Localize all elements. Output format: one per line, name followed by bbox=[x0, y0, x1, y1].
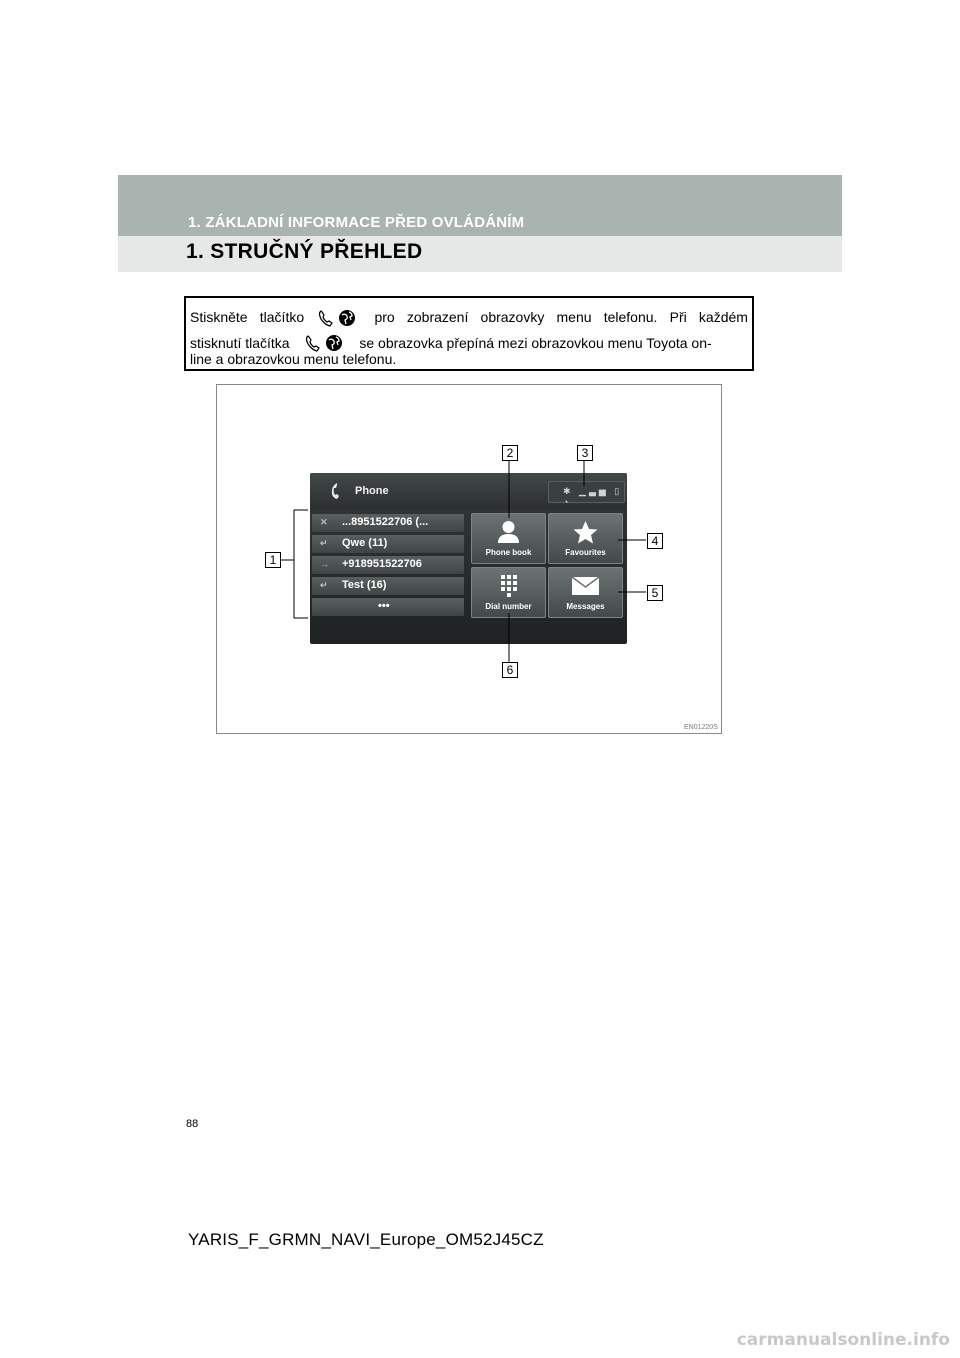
callout-4: 4 bbox=[647, 533, 663, 549]
intro-text: stisknutí tlačítka bbox=[190, 335, 290, 351]
intro-word: Při bbox=[669, 309, 687, 325]
person-icon bbox=[472, 519, 545, 545]
missed-call-icon: ✕ bbox=[320, 517, 328, 527]
dial-number-button[interactable] bbox=[471, 567, 546, 618]
phone-globe-icon bbox=[316, 308, 362, 328]
intro-word: zobrazení bbox=[406, 309, 469, 325]
callout-6: 6 bbox=[502, 662, 518, 678]
intro-word: pro bbox=[374, 309, 395, 325]
status-area bbox=[548, 481, 625, 507]
document-code: YARIS_F_GRMN_NAVI_Europe_OM52J45CZ bbox=[188, 1230, 544, 1249]
keypad-icon bbox=[472, 573, 545, 599]
watermark: carmanualsonline.info bbox=[736, 1330, 950, 1350]
callout-1: 1 bbox=[265, 552, 281, 568]
section-label: 1. ZÁKLADNÍ INFORMACE PŘED OVLÁDÁNÍM bbox=[188, 214, 525, 231]
recent-call-text: Qwe (11) bbox=[342, 537, 388, 549]
intro-line-3: line a obrazovkou menu telefonu. bbox=[190, 351, 397, 367]
intro-box bbox=[184, 296, 754, 371]
callout-3: 3 bbox=[577, 445, 593, 461]
messages-label: Messages bbox=[566, 602, 605, 611]
intro-word: Stiskněte bbox=[190, 309, 248, 325]
more-calls-button[interactable] bbox=[312, 598, 464, 616]
phone-book-button[interactable] bbox=[471, 513, 546, 564]
outgoing-call-icon: → bbox=[320, 559, 329, 569]
page-title: 1. STRUČNÝ PŘEHLED bbox=[186, 240, 423, 263]
phone-book-label: Phone book bbox=[485, 548, 532, 557]
intro-word: telefonu. bbox=[603, 309, 658, 325]
figure-code: EN01220S bbox=[684, 724, 718, 731]
dial-number-label: Dial number bbox=[485, 602, 532, 611]
screen-header bbox=[310, 473, 627, 509]
favourites-button[interactable] bbox=[548, 513, 623, 564]
more-icon: ••• bbox=[378, 600, 390, 612]
intro-line-1 bbox=[190, 308, 748, 328]
intro-word: tlačítko bbox=[259, 309, 305, 325]
callout-5: 5 bbox=[647, 585, 663, 601]
status-icons: ✱ ▁▃▅ ▯ ◔ bbox=[563, 486, 623, 507]
screen-title: Phone bbox=[355, 485, 389, 497]
recent-call-row[interactable] bbox=[312, 577, 464, 595]
recent-call-row[interactable] bbox=[312, 514, 464, 532]
recent-call-row[interactable] bbox=[312, 556, 464, 574]
recent-call-text: Test (16) bbox=[342, 579, 387, 591]
envelope-icon bbox=[549, 573, 622, 599]
phone-handset-icon bbox=[328, 482, 342, 500]
recent-call-text: +918951522706 bbox=[342, 558, 422, 570]
intro-word: každém bbox=[698, 309, 748, 325]
phone-menu-screen bbox=[310, 473, 627, 644]
intro-text: se obrazovka přepíná mezi obrazovkou menu Toyota on- bbox=[359, 335, 712, 351]
recent-call-text: ...8951522706 (... bbox=[342, 516, 429, 528]
favourites-label: Favourites bbox=[565, 548, 606, 557]
incoming-call-icon: ↵ bbox=[320, 538, 328, 548]
intro-word: obrazovky bbox=[480, 309, 545, 325]
recent-call-row[interactable] bbox=[312, 535, 464, 553]
messages-button[interactable] bbox=[548, 567, 623, 618]
callout-2: 2 bbox=[502, 445, 518, 461]
star-icon bbox=[549, 519, 622, 545]
intro-word: menu bbox=[556, 309, 592, 325]
incoming-call-icon: ↵ bbox=[320, 580, 328, 590]
page-number: 88 bbox=[186, 1118, 199, 1130]
